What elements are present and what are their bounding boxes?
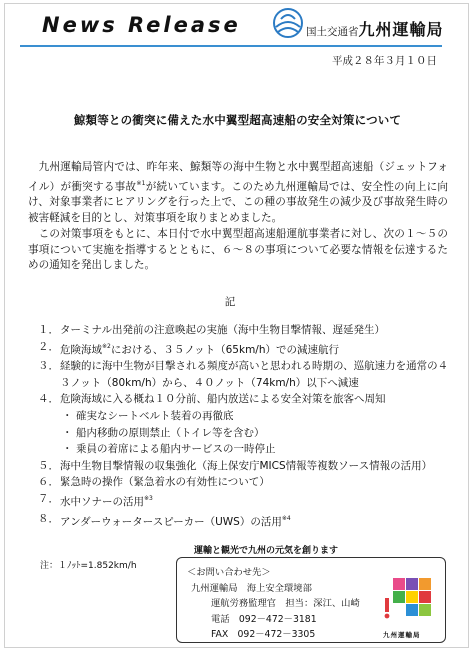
list-item	[38, 339, 453, 359]
contact-heading: ＜お問い合わせ先＞	[187, 567, 271, 578]
bullet-icon: ・	[62, 409, 73, 422]
footnote-ref-3: ※3	[144, 494, 153, 502]
item-text-main: アンダーウォータースピーカー（UWS）の活用	[60, 515, 282, 528]
item-text-cont: における、３５ノット（65km/h）での減速航行	[110, 343, 339, 356]
contact-person: 運航労務監理官 担当：深江、山崎	[211, 598, 360, 609]
sub-item-text: 確実なシートベルト装着の再徹底	[76, 409, 234, 422]
item-number: ５．	[38, 459, 59, 472]
bullet-icon: ・	[62, 443, 73, 456]
list-item	[38, 358, 453, 391]
list-item	[38, 474, 453, 491]
item-text-main: 水中ソナーの活用	[60, 495, 144, 508]
item-text	[60, 339, 453, 359]
item-number: ７．	[38, 492, 59, 505]
list-item	[38, 511, 453, 531]
item-text	[60, 322, 453, 339]
item-text-main: ターミナル出発前の注意喚起の実施（海中生物目撃情報、遅延発生）	[60, 324, 385, 336]
news-release-title: News Release	[42, 13, 241, 37]
paragraph-1-text: 九州運輸局管内では、昨年来、鯨類等の海中生物と水中翼型超高速船（ジェットフォイル）が衝突する事故	[28, 161, 448, 193]
release-date: 平成２８年３月１０日	[332, 55, 437, 67]
item-text: 海中生物目撃情報の収集強化（海上保安庁MICS情報等複数ソース情報の活用）	[60, 459, 433, 472]
list-item	[38, 458, 453, 475]
item-text: 危険海域に入る概ね１０分前、船内放送による安全対策を旅客へ周知	[60, 393, 386, 406]
item-number: ４．	[38, 393, 59, 406]
item-number: ６．	[38, 476, 59, 489]
sub-item	[38, 408, 453, 425]
item-text	[60, 511, 453, 531]
ministry-bureau: 九州運輸局	[358, 20, 444, 39]
item-number: ８．	[38, 512, 59, 525]
ki-heading: 記	[224, 296, 236, 308]
item-number: ２．	[38, 340, 59, 353]
sub-item-text: 乗員の着席による船内サービスの一時停止	[76, 443, 276, 456]
list-item	[38, 491, 453, 511]
ministry-name	[306, 17, 444, 40]
footnote-ref-1: ※1	[136, 179, 146, 187]
bullet-icon: ・	[62, 426, 73, 439]
sub-item	[38, 441, 453, 458]
kyushu-bureau-logo-icon	[381, 576, 437, 636]
slogan: 運輸と観光で九州の元気を創ります	[194, 546, 339, 556]
item-text	[60, 491, 453, 511]
ministry-logo-icon	[272, 7, 304, 41]
document-title: 鯨類等との衝突に備えた水中翼型超高速船の安全対策について	[73, 113, 402, 127]
body-text	[28, 160, 448, 274]
item-text: 緊急時の操作（緊急着水の有効性について）	[60, 476, 270, 489]
footnote-ref-4: ※4	[281, 514, 291, 522]
item-text: 経験的に海中生物が目撃される頻度が高いと思われる時期の、巡航速力を通常の４３ノット（80km/h）から、４０ノット（74km/h）以下へ減速	[60, 360, 449, 389]
measures-list	[38, 322, 453, 530]
contact-phone: 電話 092－472－3181	[211, 614, 317, 625]
item-text-main: 危険海域	[60, 343, 102, 356]
sub-item-text: 船内移動の原則禁止（トイレ等を含む）	[76, 426, 265, 439]
paragraph-1-text-cont: が続いています。このため九州運輸局では、安全性の向上に向け、対象事業者にヒアリングを行った上で、この種の事故発生の減少及び事故発生時の被害軽減を目的とし、対策事項を取りまとめました。	[28, 180, 448, 225]
header-divider	[20, 45, 442, 47]
item-number: ３．	[38, 360, 59, 373]
paragraph-1	[28, 160, 448, 227]
list-item	[38, 322, 453, 339]
header	[20, 10, 460, 44]
knot-note: 注：１ﾉｯﾄ=1.852km/h	[40, 561, 137, 571]
sub-item	[38, 425, 453, 442]
item-number: １．	[38, 324, 59, 336]
kyushu-bureau-logo-text: 九州運輸局	[383, 631, 421, 639]
list-item	[38, 391, 453, 408]
paragraph-2	[28, 227, 448, 274]
ministry-small: 国土交通省	[306, 26, 359, 38]
paragraph-2-text: この対策事項をもとに、本日付で水中翼型超高速船運航事業者に対し、次の１～５の事項について実施を指導するとともに、６～８の事項について必要な情報を伝達するための通知を発出しました。	[28, 227, 448, 272]
contact-fax: FAX 092－472－3305	[211, 629, 316, 640]
contact-department: 九州運輸局 海上安全環境部	[191, 583, 312, 594]
footnote-ref-2: ※2	[102, 342, 111, 350]
contact-box	[176, 557, 446, 643]
